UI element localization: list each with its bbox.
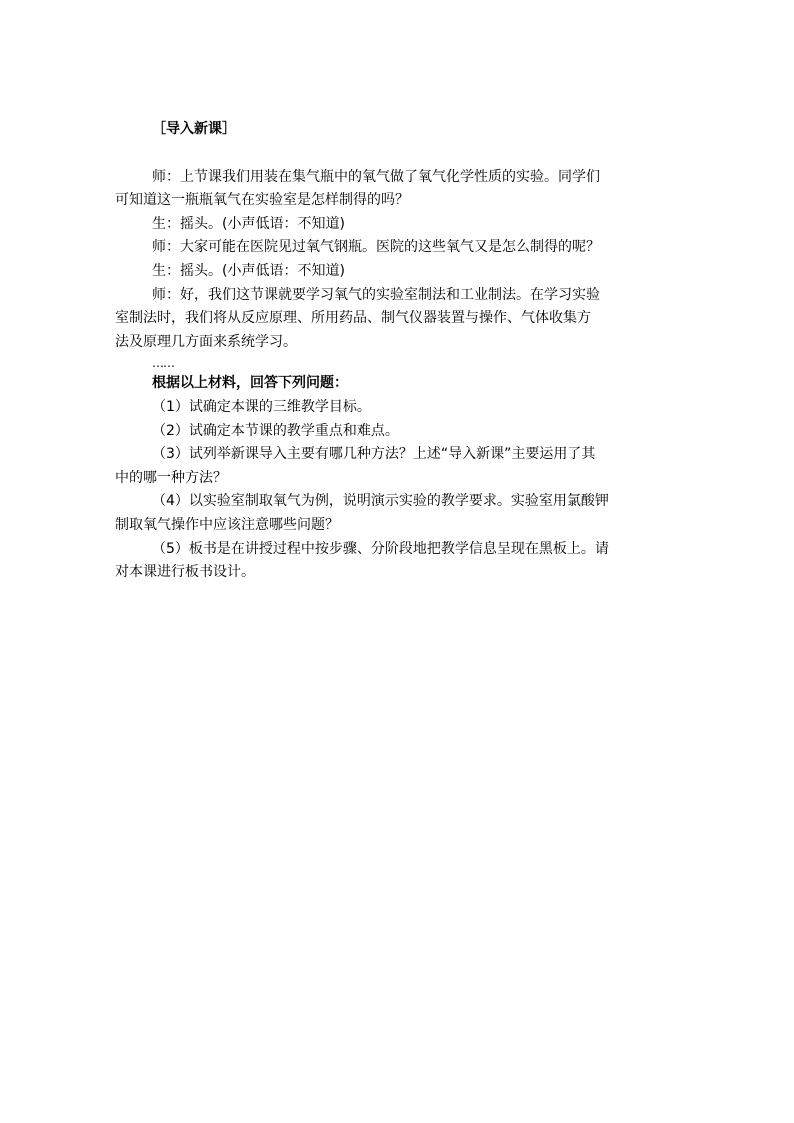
dialogue-line: 法及原理几方面来系统学习。 [115, 333, 297, 350]
document-page [115, 118, 675, 585]
dialogue-line: 师：大家可能在医院见过氧气钢瓶。医院的这些氧气又是怎么制得的呢？ [152, 239, 600, 256]
ellipsis: …… [152, 356, 174, 371]
question-line: 制取氧气操作中应该注意哪些问题？ [115, 516, 339, 533]
dialogue-line: 室制法时，我们将从反应原理、所用药品、制气仪器装置与操作、气体收集方 [115, 310, 591, 327]
dialogue-line: 生：摇头。(小声低语：不知道) [152, 262, 345, 279]
question-line: （1）试确定本课的三维教学目标。 [152, 398, 371, 415]
question-line: 中的哪一种方法？ [115, 469, 227, 486]
question-line: （4）以实验室制取氧气为例，说明演示实验的教学要求。实验室用氯酸钾 [152, 493, 609, 510]
question-line: （2）试确定本节课的教学重点和难点。 [152, 422, 399, 439]
section-heading: ［导入新课］ [152, 121, 236, 137]
questions-intro: 根据以上材料，回答下列问题： [152, 375, 348, 392]
dialogue-line: 生：摇头。(小声低语：不知道) [152, 215, 345, 232]
dialogue-line: 师：上节课我们用装在集气瓶中的氧气做了氧气化学性质的实验。同学们 [152, 168, 600, 185]
dialogue-line: 师：好，我们这节课就要学习氧气的实验室制法和工业制法。在学习实验 [152, 286, 600, 303]
spacer [115, 142, 675, 166]
dialogue-line: 可知道这一瓶瓶氧气在实验室是怎样制得的吗？ [115, 192, 409, 209]
question-line: （3）试列举新课导入主要有哪几种方法？上述“导入新课”主要运用了其 [152, 446, 596, 463]
question-line: （5）板书是在讲授过程中按步骤、分阶段地把教学信息呈现在黑板上。请 [152, 540, 609, 557]
question-line: 对本课进行板书设计。 [115, 564, 255, 581]
